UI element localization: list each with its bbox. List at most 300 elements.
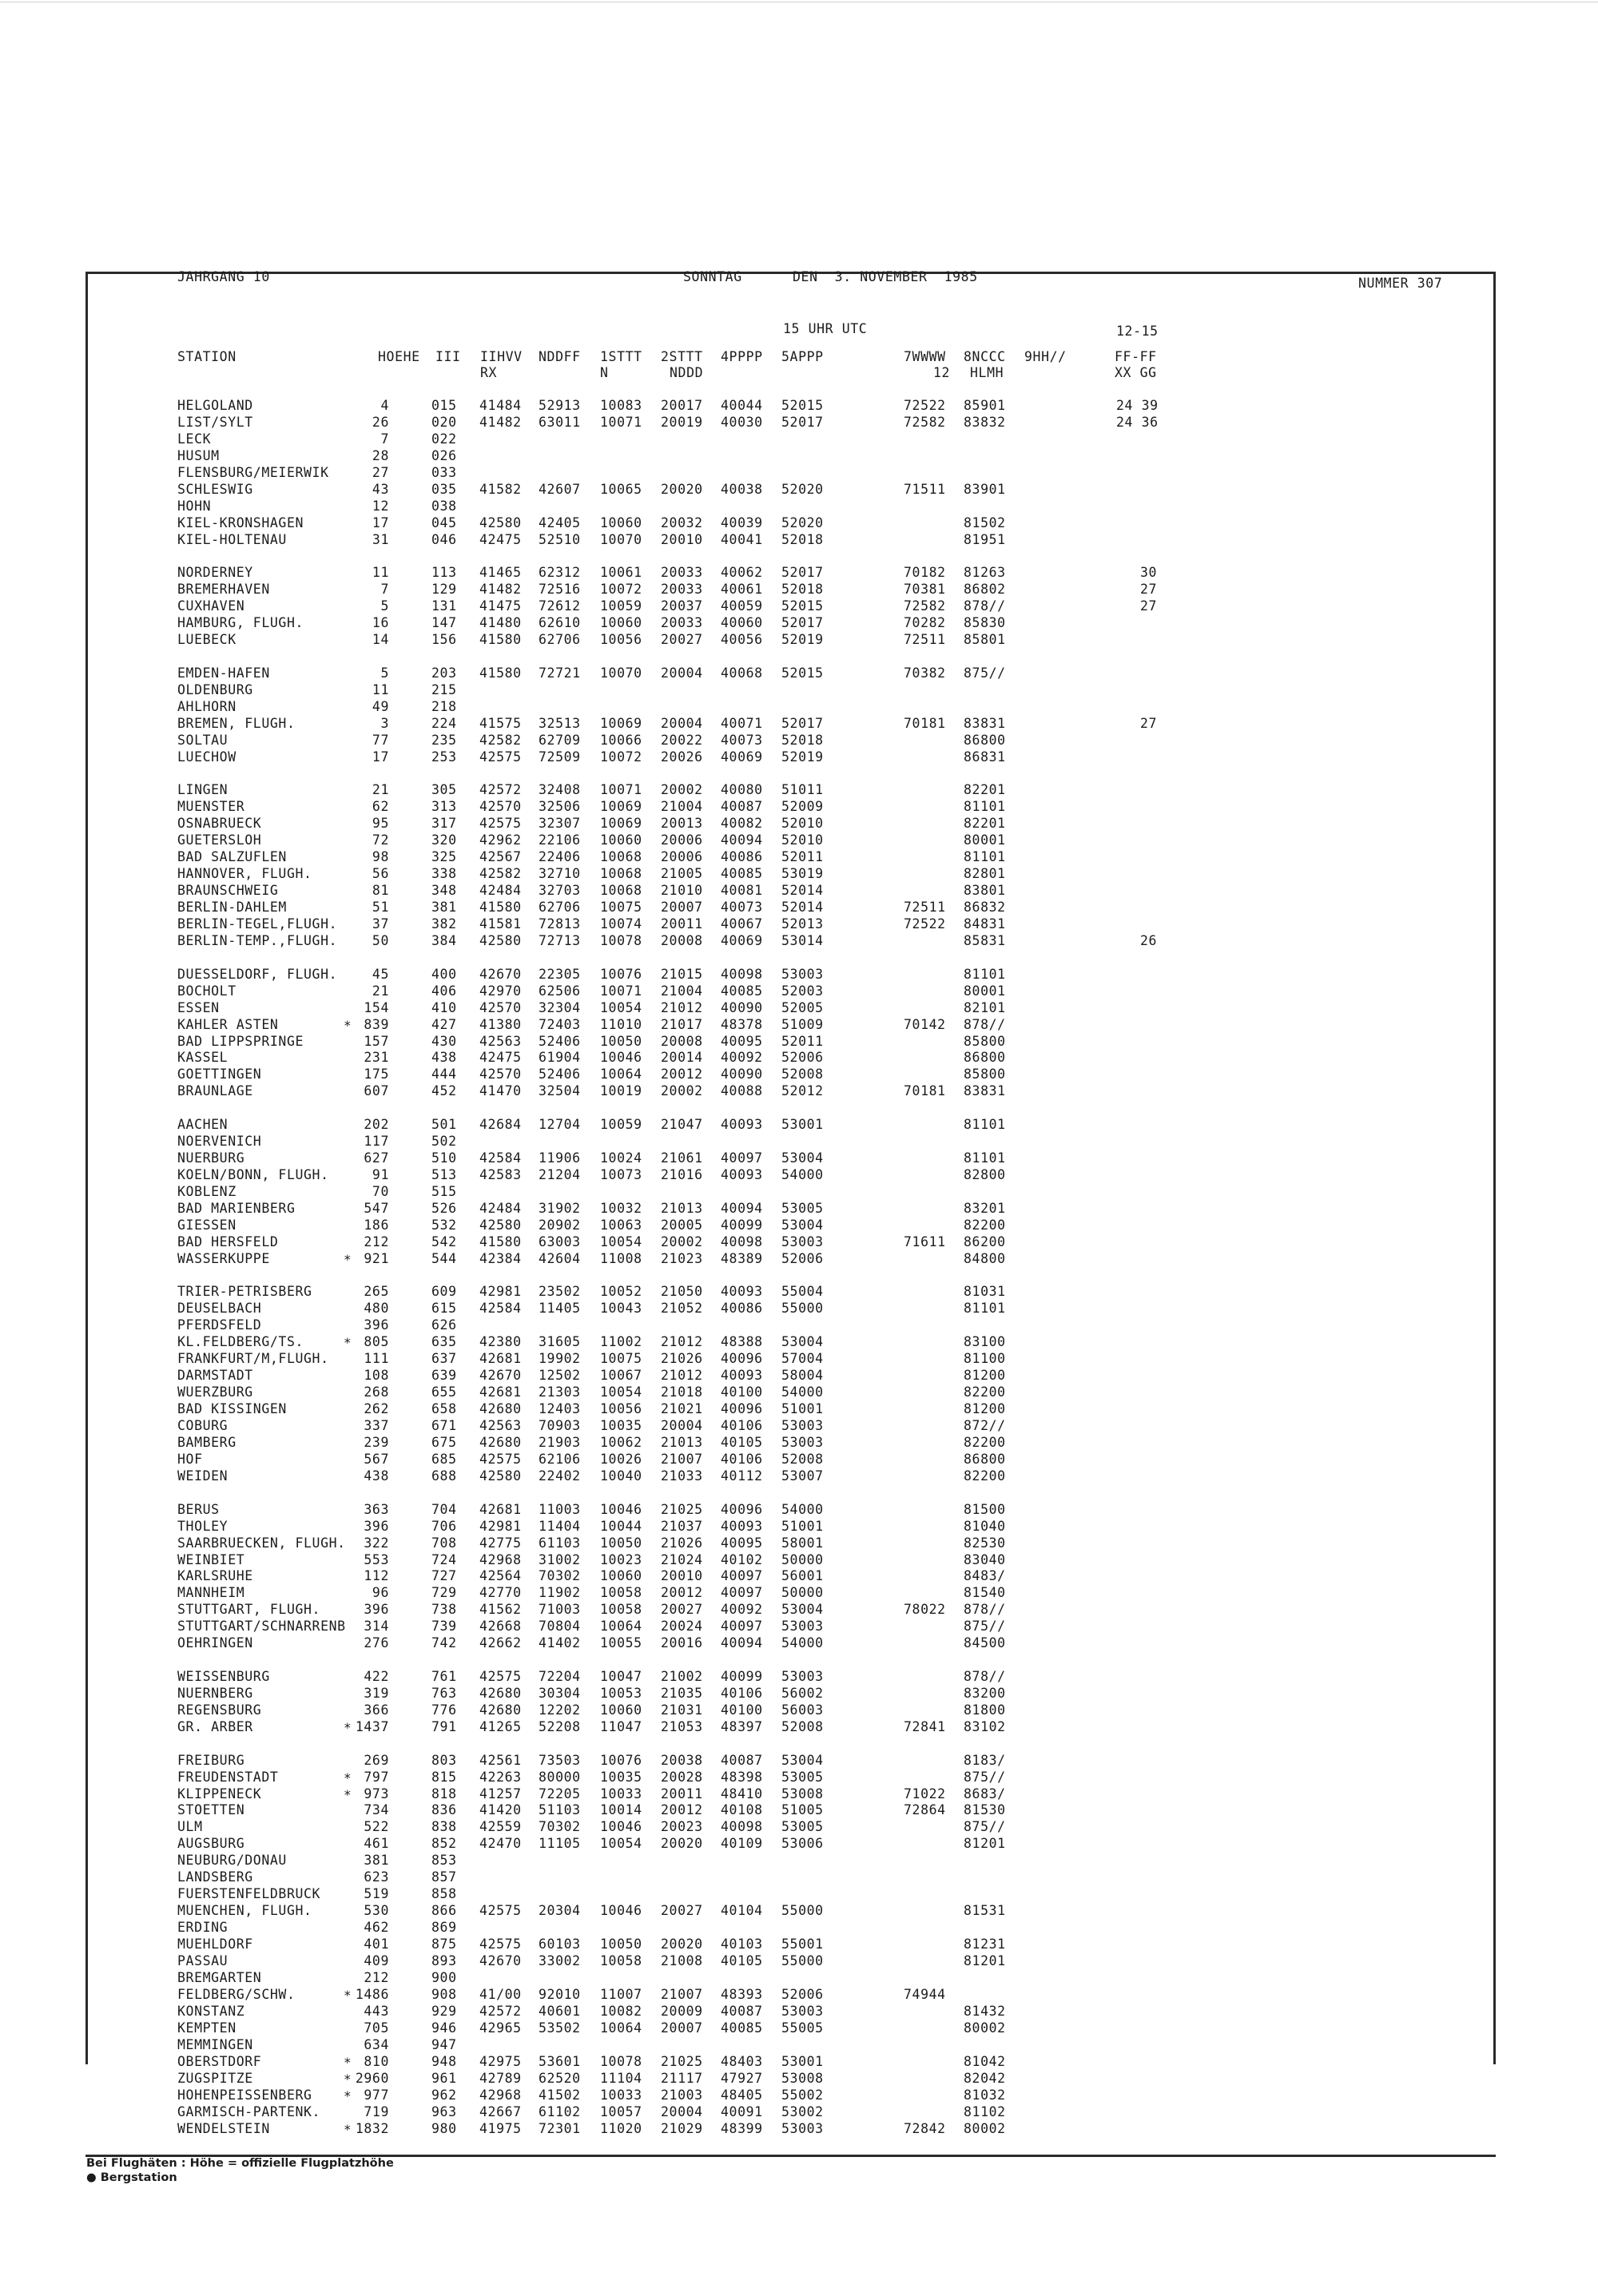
observation-time: 15 UHR UTC — [783, 321, 868, 336]
cell-g1: 10040 — [600, 1468, 642, 1484]
cell-station: ULM — [177, 1819, 203, 1835]
col-sub-rx: RX — [480, 365, 498, 380]
cell-g4: 40062 — [721, 565, 763, 581]
cell-g4: 40096 — [721, 1401, 763, 1417]
col-5appp: 5APPP — [781, 349, 824, 364]
cell-g5: 52020 — [781, 481, 824, 497]
cell-g5: 53006 — [781, 1836, 824, 1852]
cell-station: BERLIN-TEMP.,FLUGH. — [177, 932, 338, 948]
cell-station: FRANKFURT/M,FLUGH. — [177, 1351, 329, 1367]
cell-hoehe: 7 — [380, 582, 389, 598]
cell-iii: 026 — [431, 447, 457, 463]
cell-g8: 81263 — [964, 565, 1006, 581]
cell-g8: 85800 — [964, 1067, 1006, 1082]
cell-station: GUETERSLOH — [177, 832, 262, 848]
cell-iihvv: 42484 — [479, 883, 522, 899]
cell-nddff: 62312 — [539, 565, 581, 581]
cell-nddff: 80000 — [539, 1769, 581, 1785]
cell-hoehe: 366 — [364, 1702, 389, 1718]
cell-iii: 947 — [431, 2036, 457, 2052]
cell-iihvv: 41480 — [479, 615, 522, 631]
cell-station: GARMISCH-PARTENK. — [177, 2103, 321, 2119]
cell-hoehe: 265 — [364, 1284, 389, 1300]
cell-station: BAD SALZUFLEN — [177, 849, 287, 865]
cell-g1: 10014 — [600, 1802, 642, 1818]
cell-iii: 381 — [431, 900, 457, 916]
cell-station: HOF — [177, 1451, 203, 1467]
cell-iihvv: 42561 — [479, 1752, 522, 1768]
cell-station: OLDENBURG — [177, 681, 253, 697]
cell-station: MUEHLDORF — [177, 1937, 253, 1952]
cell-g1: 10069 — [600, 799, 642, 815]
cell-hoehe: 202 — [364, 1117, 389, 1133]
cell-iii: 836 — [431, 1802, 457, 1818]
cell-g1: 11047 — [600, 1718, 642, 1734]
cell-iii: 815 — [431, 1769, 457, 1785]
cell-iihvv: 42981 — [479, 1518, 522, 1534]
cell-g4: 40085 — [721, 866, 763, 882]
cell-g2: 20002 — [661, 1233, 703, 1249]
cell-g4: 40080 — [721, 782, 763, 798]
cell-iii: 893 — [431, 1953, 457, 1968]
cell-iii: 129 — [431, 582, 457, 598]
cell-g2: 21003 — [661, 2087, 703, 2103]
cell-g1: 10033 — [600, 1786, 642, 1801]
cell-nddff: 72403 — [539, 1016, 581, 1032]
cell-iii: 866 — [431, 1903, 457, 1919]
cell-iihvv: 42572 — [479, 782, 522, 798]
cell-nddff: 32710 — [539, 866, 581, 882]
cell-g8: 81031 — [964, 1284, 1006, 1300]
cell-iii: 655 — [431, 1384, 457, 1400]
cell-hoehe: 45 — [372, 966, 389, 982]
cell-iihvv: 42670 — [479, 1368, 522, 1384]
mountain-station-marker: * — [344, 1719, 352, 1735]
cell-hoehe: 81 — [372, 883, 389, 899]
cell-g5: 52018 — [781, 531, 824, 547]
cell-g7: 72864 — [904, 1802, 946, 1818]
cell-g1: 10060 — [600, 1702, 642, 1718]
cell-g2: 21025 — [661, 2053, 703, 2069]
cell-g4: 40106 — [721, 1451, 763, 1467]
cell-g1: 10057 — [600, 2103, 642, 2119]
cell-g4: 40087 — [721, 1752, 763, 1768]
cell-g8: 82801 — [964, 866, 1006, 882]
cell-g8: 81531 — [964, 1903, 1006, 1919]
cell-iii: 803 — [431, 1752, 457, 1768]
cell-g1: 10056 — [600, 1401, 642, 1417]
cell-station: MUENCHEN, FLUGH. — [177, 1903, 312, 1919]
cell-iihvv: 42484 — [479, 1200, 522, 1216]
cell-g7: 71022 — [904, 1786, 946, 1801]
cell-g8: 85831 — [964, 932, 1006, 948]
cell-g2: 21013 — [661, 1435, 703, 1450]
cell-g1: 10064 — [600, 2020, 642, 2036]
cell-iii: 739 — [431, 1619, 457, 1635]
cell-hoehe: 627 — [364, 1150, 389, 1166]
cell-g2: 21004 — [661, 983, 703, 999]
cell-g2: 21002 — [661, 1669, 703, 1684]
cell-g1: 11104 — [600, 2070, 642, 2086]
cell-nddff: 53601 — [539, 2053, 581, 2069]
cell-station: BREMGARTEN — [177, 1969, 262, 1985]
cell-g4: 40106 — [721, 1685, 763, 1701]
cell-iihvv: 41/00 — [479, 1986, 522, 2002]
cell-g4: 40088 — [721, 1083, 763, 1099]
cell-g5: 52017 — [781, 615, 824, 631]
cell-hoehe: 186 — [364, 1217, 389, 1233]
cell-g5: 52017 — [781, 565, 824, 581]
cell-g1: 10058 — [600, 1602, 642, 1618]
cell-iii: 738 — [431, 1602, 457, 1618]
cell-nddff: 62706 — [539, 900, 581, 916]
cell-station: BRAUNLAGE — [177, 1083, 253, 1099]
cell-station: EMDEN-HAFEN — [177, 665, 270, 681]
cell-station: NUERBURG — [177, 1150, 245, 1166]
cell-g4: 40109 — [721, 1836, 763, 1852]
cell-iii: 131 — [431, 598, 457, 614]
cell-g1: 10058 — [600, 1953, 642, 1968]
cell-g2: 21029 — [661, 2120, 703, 2136]
cell-g2: 20016 — [661, 1635, 703, 1651]
cell-nddff: 20902 — [539, 1217, 581, 1233]
cell-g8: 875// — [964, 1819, 1006, 1835]
cell-hoehe: 77 — [372, 732, 389, 748]
cell-iii: 215 — [431, 681, 457, 697]
cell-g5: 52009 — [781, 799, 824, 815]
cell-hoehe: 553 — [364, 1551, 389, 1567]
col-sub-nddd: NDDD — [670, 365, 704, 380]
cell-g8: 80001 — [964, 983, 1006, 999]
cell-g2: 20028 — [661, 1769, 703, 1785]
cell-g8: 81101 — [964, 1150, 1006, 1166]
cell-station: HELGOLAND — [177, 398, 253, 413]
cell-g5: 51011 — [781, 782, 824, 798]
cell-station: HUSUM — [177, 447, 220, 463]
col-ff: FF-FF — [1115, 349, 1157, 364]
cell-g5: 53003 — [781, 1418, 824, 1434]
cell-nddff: 32513 — [539, 715, 581, 731]
cell-g5: 56002 — [781, 1685, 824, 1701]
cell-g1: 10053 — [600, 1685, 642, 1701]
cell-nddff: 63011 — [539, 414, 581, 430]
cell-iii: 015 — [431, 398, 457, 413]
cell-iihvv: 42572 — [479, 2003, 522, 2019]
cell-g7: 70181 — [904, 1083, 946, 1099]
cell-g2: 21017 — [661, 1016, 703, 1032]
cell-iihvv: 42789 — [479, 2070, 522, 2086]
cell-station: FELDBERG/SCHW. — [177, 1986, 296, 2002]
cell-g1: 10026 — [600, 1451, 642, 1467]
cell-g8: 84500 — [964, 1635, 1006, 1651]
cell-hoehe: 319 — [364, 1685, 389, 1701]
cell-g5: 55004 — [781, 1284, 824, 1300]
cell-g8: 85800 — [964, 1033, 1006, 1049]
cell-iihvv: 42563 — [479, 1033, 522, 1049]
cell-g4: 40099 — [721, 1669, 763, 1684]
cell-iii: 444 — [431, 1067, 457, 1082]
cell-g8: 82200 — [964, 1384, 1006, 1400]
cell-g4: 40105 — [721, 1435, 763, 1450]
cell-g4: 40099 — [721, 1217, 763, 1233]
cell-iii: 542 — [431, 1233, 457, 1249]
cell-iii: 020 — [431, 414, 457, 430]
cell-hoehe: 422 — [364, 1669, 389, 1684]
cell-nddff: 92010 — [539, 1986, 581, 2002]
cell-station: STUTTGART/SCHNARRENB — [177, 1619, 346, 1635]
cell-hoehe: 547 — [364, 1200, 389, 1216]
date-label: DEN 3. NOVEMBER 1985 — [793, 269, 978, 284]
cell-g4: 40085 — [721, 2020, 763, 2036]
cell-iihvv: 42575 — [479, 1937, 522, 1952]
cell-g8: 83100 — [964, 1334, 1006, 1350]
cell-iihvv: 42583 — [479, 1166, 522, 1182]
cell-g4: 40098 — [721, 1819, 763, 1835]
cell-iihvv: 41380 — [479, 1016, 522, 1032]
cell-g7: 72522 — [904, 398, 946, 413]
cell-g5: 53004 — [781, 1334, 824, 1350]
cell-g1: 10061 — [600, 565, 642, 581]
cell-g1: 10060 — [600, 832, 642, 848]
cell-g8: 81201 — [964, 1836, 1006, 1852]
cell-station: BAD MARIENBERG — [177, 1200, 296, 1216]
cell-g5: 52008 — [781, 1451, 824, 1467]
cell-g2: 21005 — [661, 866, 703, 882]
cell-g1: 10054 — [600, 1233, 642, 1249]
cell-hoehe: 363 — [364, 1501, 389, 1517]
cell-g4: 40073 — [721, 732, 763, 748]
cell-iihvv: 42684 — [479, 1117, 522, 1133]
cell-nddff: 52913 — [539, 398, 581, 413]
cell-station: GR. ARBER — [177, 1718, 253, 1734]
cell-nddff: 30304 — [539, 1685, 581, 1701]
cell-g2: 21015 — [661, 966, 703, 982]
cell-hoehe: 461 — [364, 1836, 389, 1852]
cell-g8: 875// — [964, 665, 1006, 681]
cell-station: HOHN — [177, 498, 212, 514]
cell-g8: 878// — [964, 1669, 1006, 1684]
cell-g4: 40071 — [721, 715, 763, 731]
cell-g5: 53003 — [781, 1233, 824, 1249]
cell-hoehe: 396 — [364, 1518, 389, 1534]
cell-station: MANNHEIM — [177, 1585, 245, 1601]
cell-station: AUGSBURG — [177, 1836, 245, 1852]
cell-hoehe: 43 — [372, 481, 389, 497]
cell-hoehe: 21 — [372, 782, 389, 798]
cell-iii: 430 — [431, 1033, 457, 1049]
cell-g2: 21033 — [661, 1468, 703, 1484]
cell-g7: 78022 — [904, 1602, 946, 1618]
cell-g1: 10071 — [600, 983, 642, 999]
cell-g2: 21008 — [661, 1953, 703, 1968]
cell-nddff: 72813 — [539, 916, 581, 932]
cell-g8: 85801 — [964, 632, 1006, 648]
cell-g5: 52013 — [781, 916, 824, 932]
cell-nddff: 11902 — [539, 1585, 581, 1601]
cell-iihvv: 42962 — [479, 832, 522, 848]
cell-g5: 53002 — [781, 2103, 824, 2119]
cell-g4: 40103 — [721, 1937, 763, 1952]
cell-iihvv: 42475 — [479, 1050, 522, 1066]
cell-hoehe: 409 — [364, 1953, 389, 1968]
cell-g2: 20019 — [661, 414, 703, 430]
cell-hoehe: 51 — [372, 900, 389, 916]
cell-g1: 10060 — [600, 615, 642, 631]
cell-g2: 21021 — [661, 1401, 703, 1417]
cell-iii: 685 — [431, 1451, 457, 1467]
cell-station: DUESSELDORF, FLUGH. — [177, 966, 338, 982]
cell-nddff: 72205 — [539, 1786, 581, 1801]
cell-iii: 035 — [431, 481, 457, 497]
cell-hoehe: 154 — [364, 999, 389, 1015]
cell-g5: 51001 — [781, 1518, 824, 1534]
cell-iihvv: 42563 — [479, 1418, 522, 1434]
cell-hoehe: 462 — [364, 1920, 389, 1936]
cell-nddff: 71003 — [539, 1602, 581, 1618]
cell-hoehe: 49 — [372, 698, 389, 714]
cell-g5: 52008 — [781, 1067, 824, 1082]
cell-g4: 40039 — [721, 514, 763, 530]
cell-iii: 253 — [431, 749, 457, 765]
cell-g4: 40061 — [721, 582, 763, 598]
cell-g8: 83200 — [964, 1685, 1006, 1701]
cell-iihvv: 41580 — [479, 632, 522, 648]
cell-g7: 72511 — [904, 632, 946, 648]
cell-station: BRAUNSCHWEIG — [177, 883, 279, 899]
cell-iii: 515 — [431, 1183, 457, 1199]
cell-g1: 10024 — [600, 1150, 642, 1166]
cell-nddff: 70804 — [539, 1619, 581, 1635]
cell-g4: 40092 — [721, 1602, 763, 1618]
cell-g1: 10066 — [600, 732, 642, 748]
cell-hoehe: 396 — [364, 1317, 389, 1333]
cell-g5: 55001 — [781, 1937, 824, 1952]
cell-g1: 11002 — [600, 1334, 642, 1350]
cell-station: BERLIN-DAHLEM — [177, 900, 287, 916]
cell-iii: 532 — [431, 1217, 457, 1233]
cell-hoehe: 11 — [372, 681, 389, 697]
cell-g2: 20009 — [661, 2003, 703, 2019]
cell-iii: 818 — [431, 1786, 457, 1801]
cell-hoehe: 977 — [364, 2087, 389, 2103]
cell-g1: 10074 — [600, 916, 642, 932]
cell-iii: 224 — [431, 715, 457, 731]
cell-g7: 70182 — [904, 565, 946, 581]
cell-g5: 52017 — [781, 715, 824, 731]
cell-g8: 82201 — [964, 782, 1006, 798]
cell-hoehe: 212 — [364, 1969, 389, 1985]
cell-g2: 20012 — [661, 1585, 703, 1601]
cell-g1: 10046 — [600, 1819, 642, 1835]
cell-g4: 40086 — [721, 849, 763, 865]
cell-g8: 82200 — [964, 1435, 1006, 1450]
col-1sttt: 1STTT — [600, 349, 642, 364]
cell-station: OEHRINGEN — [177, 1635, 253, 1651]
cell-station: OSNABRUECK — [177, 816, 262, 832]
cell-g5: 57004 — [781, 1351, 824, 1367]
cell-hoehe: 322 — [364, 1535, 389, 1551]
cell-g4: 40105 — [721, 1953, 763, 1968]
cell-station: BREMEN, FLUGH. — [177, 715, 296, 731]
cell-g1: 10075 — [600, 900, 642, 916]
cell-g5: 52020 — [781, 514, 824, 530]
cell-station: LUEBECK — [177, 632, 237, 648]
cell-g5: 54000 — [781, 1635, 824, 1651]
cell-nddff: 12704 — [539, 1117, 581, 1133]
cell-iii: 724 — [431, 1551, 457, 1567]
cell-g2: 21004 — [661, 799, 703, 815]
cell-g1: 10032 — [600, 1200, 642, 1216]
cell-g2: 21053 — [661, 1718, 703, 1734]
cell-hoehe: 438 — [364, 1468, 389, 1484]
mountain-station-marker: * — [344, 1770, 352, 1786]
cell-g5: 55000 — [781, 1903, 824, 1919]
cell-g4: 40098 — [721, 1233, 763, 1249]
cell-g8: 83801 — [964, 883, 1006, 899]
cell-iii: 626 — [431, 1317, 457, 1333]
cell-g7: 74944 — [904, 1986, 946, 2002]
cell-iihvv: 42575 — [479, 749, 522, 765]
cell-g1: 10078 — [600, 2053, 642, 2069]
cell-g8: 83102 — [964, 1718, 1006, 1734]
cell-g2: 20027 — [661, 1903, 703, 1919]
cell-g8: 86800 — [964, 1451, 1006, 1467]
cell-g1: 10064 — [600, 1067, 642, 1082]
cell-g1: 10056 — [600, 632, 642, 648]
cell-g8: 83831 — [964, 1083, 1006, 1099]
cell-hoehe: 634 — [364, 2036, 389, 2052]
cell-g8: 83040 — [964, 1551, 1006, 1567]
cell-hoehe: 175 — [364, 1067, 389, 1082]
cell-iihvv: 41975 — [479, 2120, 522, 2136]
cell-station: DEUSELBACH — [177, 1301, 262, 1317]
cell-iii: 033 — [431, 464, 457, 480]
cell-iii: 305 — [431, 782, 457, 798]
cell-g5: 52003 — [781, 983, 824, 999]
cell-hoehe: 96 — [372, 1585, 389, 1601]
cell-g1: 10044 — [600, 1518, 642, 1534]
cell-nddff: 22402 — [539, 1468, 581, 1484]
cell-g8: 86802 — [964, 582, 1006, 598]
cell-hoehe: 276 — [364, 1635, 389, 1651]
cell-iihvv: 42681 — [479, 1501, 522, 1517]
cell-iihvv: 42575 — [479, 1451, 522, 1467]
cell-g4: 40104 — [721, 1903, 763, 1919]
cell-g1: 10078 — [600, 932, 642, 948]
cell-iihvv: 42570 — [479, 999, 522, 1015]
cell-station: CUXHAVEN — [177, 598, 245, 614]
cell-g8: 82800 — [964, 1166, 1006, 1182]
cell-g8: 85901 — [964, 398, 1006, 413]
cell-g8: 872// — [964, 1418, 1006, 1434]
cell-nddff: 31605 — [539, 1334, 581, 1350]
cell-ff: 27 — [1140, 598, 1158, 614]
cell-hoehe: 17 — [372, 514, 389, 530]
col-sub-12: 12 — [933, 365, 951, 380]
cell-g7: 71611 — [904, 1233, 946, 1249]
cell-g8: 81540 — [964, 1585, 1006, 1601]
cell-g2: 20005 — [661, 1217, 703, 1233]
cell-nddff: 11404 — [539, 1518, 581, 1534]
cell-iii: 348 — [431, 883, 457, 899]
cell-hoehe: 337 — [364, 1418, 389, 1434]
cell-g2: 21018 — [661, 1384, 703, 1400]
cell-g1: 10060 — [600, 514, 642, 530]
cell-iihvv: 41265 — [479, 1718, 522, 1734]
cell-g2: 21024 — [661, 1551, 703, 1567]
cell-iii: 317 — [431, 816, 457, 832]
cell-g2: 21052 — [661, 1301, 703, 1317]
